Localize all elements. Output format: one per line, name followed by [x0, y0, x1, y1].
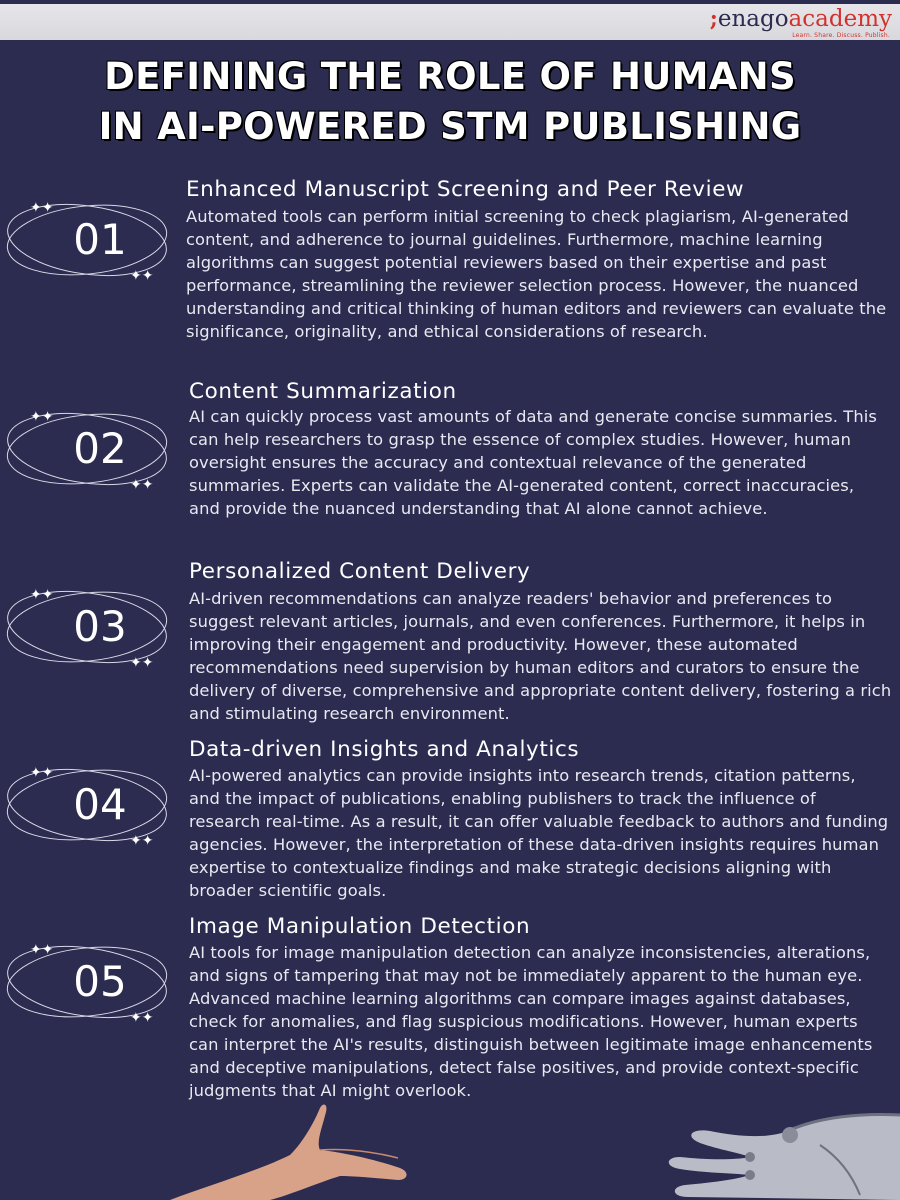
svg-text:✦✦: ✦✦	[30, 587, 54, 603]
section-heading: Image Manipulation Detection	[189, 914, 531, 939]
number-badge	[0, 577, 170, 677]
title-line-1: DEFINING THE ROLE OF HUMANS	[104, 55, 796, 98]
page-title	[0, 52, 900, 152]
human-hand-illustration	[170, 1100, 430, 1200]
section-body: AI-driven recommendations can analyze readers' behavior and preferences to suggest relevant articles, journals, and even conferences. Furthermore, it helps in improving their engagement and productivity. However, these automated recommendations need supervision by human editors and curators to ensure the delivery of diverse, comprehensive and appropriate content delivery, fostering a rich and stimulating research environment.	[189, 589, 892, 723]
section-heading: Content Summarization	[189, 379, 457, 404]
svg-text:✦✦: ✦✦	[30, 942, 54, 958]
section-heading: Enhanced Manuscript Screening and Peer Review	[186, 177, 745, 202]
enago-academy-logo[interactable]	[709, 6, 892, 39]
number-badge	[0, 932, 170, 1032]
section-heading: Data-driven Insights and Analytics	[189, 737, 580, 762]
section-body: Automated tools can perform initial screening to check plagiarism, AI-generated content, and adherence to journal guidelines. Furthermore, machine learning algorithms can suggest potential reviewers based on their expertise and past performance, streamlining the reviewer selection process. However, the nuanced understanding and critical thinking of human editors and reviewers can evaluate the significance, originality, and ethical considerations of research.	[186, 207, 887, 341]
svg-text:✦✦: ✦✦	[130, 1010, 154, 1026]
section-number: 01	[73, 215, 127, 264]
section-body: AI-powered analytics can provide insights into research trends, citation patterns, and the impact of publications, enabling publishers to track the influence of research real-time. As a result, it can offer valuable feedback to authors and funding agencies. However, the interpretation of these data-driven insights requires human expertise to contextualize findings and make strategic decisions aligning with broader scientific goals.	[189, 766, 889, 900]
svg-text:✦✦: ✦✦	[130, 655, 154, 671]
section-number: 05	[73, 957, 127, 1006]
header-bar	[0, 0, 900, 40]
number-badge	[0, 190, 170, 290]
number-badge	[0, 755, 170, 855]
svg-text:✦✦: ✦✦	[130, 833, 154, 849]
logo-academy: academy	[788, 6, 892, 32]
svg-text:✦✦: ✦✦	[30, 409, 54, 425]
section-body: AI can quickly process vast amounts of data and generate concise summaries. This can help researchers to grasp the essence of complex studies. However, human oversight ensures the accuracy and contextual relevance of the generated summaries. Experts can validate the AI-generated content, correct inaccuracies, and provide the nuanced understanding that AI alone cannot achieve.	[189, 407, 877, 518]
logo-brand: enago	[717, 6, 789, 32]
number-badge	[0, 399, 170, 499]
svg-text:✦✦: ✦✦	[130, 268, 154, 284]
section-number: 02	[73, 424, 127, 473]
section-heading: Personalized Content Delivery	[189, 559, 531, 584]
svg-text:✦✦: ✦✦	[130, 477, 154, 493]
section-body: AI tools for image manipulation detection can analyze inconsistencies, alterations, and signs of tampering that may not be immediately apparent to the human eye. Advanced machine learning algorithms can compare images against databases, check for anomalies, and flag suspicious modifications. However, human experts can interpret the AI's results, distinguish between legitimate image enhancements and deceptive manipulations, detect false positives, and provide context-specific judgments that AI might overlook.	[189, 943, 873, 1100]
logo-tagline: Learn. Share. Discuss. Publish.	[792, 32, 890, 39]
title-line-2: IN AI-POWERED STM PUBLISHING	[98, 105, 802, 148]
svg-text:✦✦: ✦✦	[30, 200, 54, 216]
robot-hand-illustration	[590, 1095, 900, 1200]
section-number: 03	[73, 602, 127, 651]
svg-text:✦✦: ✦✦	[30, 765, 54, 781]
logo-mark: ;	[709, 6, 718, 32]
section-number: 04	[73, 780, 127, 829]
